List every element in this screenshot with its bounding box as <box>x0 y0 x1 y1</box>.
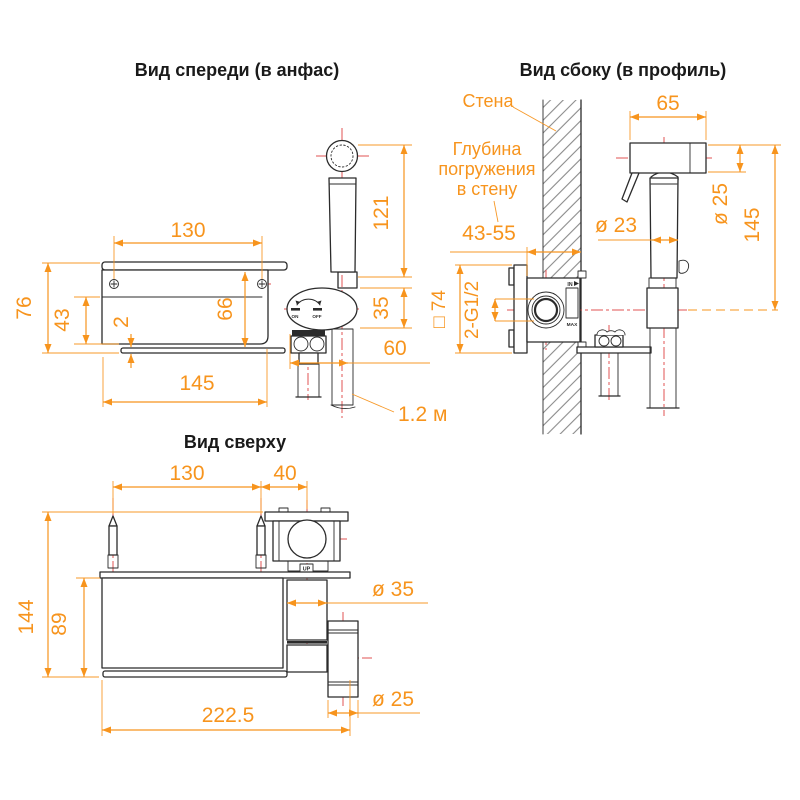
holder-hook <box>679 260 689 273</box>
wall-section <box>543 100 581 434</box>
side-view <box>429 60 781 434</box>
dim-d23: ø 23 <box>594 214 638 237</box>
hose-tail <box>331 405 355 409</box>
wall-label: Стена <box>462 91 514 111</box>
valve-on-label: ON <box>291 314 299 319</box>
dim-144: 144 <box>15 599 38 635</box>
dim-76: 76 <box>13 296 36 320</box>
dim-thread-2-g12: 2-G1/2 <box>462 280 483 340</box>
dim-65: 65 <box>656 92 680 115</box>
dim-66: 66 <box>214 297 237 321</box>
wall-plate <box>102 270 268 344</box>
marking-up: UP <box>302 566 311 573</box>
bottom-strip-top <box>103 671 287 677</box>
mounting-screw-left <box>110 280 119 289</box>
body-top <box>102 578 283 668</box>
dim-d35: ø 35 <box>371 578 415 601</box>
depth-label-line2: погружения <box>438 159 536 179</box>
sprayer-handle <box>329 178 356 272</box>
side-fixture-drawing <box>509 143 706 408</box>
trigger-lever <box>622 173 639 202</box>
wall-bracket-shelf <box>577 347 651 353</box>
marking-in: IN <box>567 282 573 288</box>
wall-plate-edge <box>100 572 350 578</box>
cover-tube-top <box>287 580 327 640</box>
marking-max: MAX <box>566 323 578 328</box>
top-view-title: Вид сверху <box>183 432 287 452</box>
dim-2: 2 <box>110 316 133 328</box>
dim-89: 89 <box>48 612 71 636</box>
dim-60: 60 <box>383 337 407 360</box>
sprayer-handle-side <box>650 178 678 278</box>
dim-square-74: □ 74 <box>429 290 450 328</box>
hose-nut-side <box>649 278 676 288</box>
dim-145-side: 145 <box>741 207 764 243</box>
mounting-screw-right <box>258 280 267 289</box>
tee-fitting <box>291 330 326 364</box>
dim-130-top: 130 <box>169 462 205 485</box>
side-view-title: Вид сбоку (в профиль) <box>519 60 727 80</box>
shower-hose-side <box>650 328 676 408</box>
anchor-pin-left <box>108 516 118 568</box>
top-view <box>15 432 428 736</box>
front-view-title: Вид спереди (в анфас) <box>134 60 340 80</box>
dim-depth-43-55: 43-55 <box>462 222 516 245</box>
dim-35: 35 <box>370 296 393 320</box>
hose-nut <box>338 272 357 288</box>
wall-plate-top-rail <box>102 262 287 270</box>
sprayer-top <box>328 621 358 697</box>
side-centerlines <box>507 137 712 416</box>
dim-40: 40 <box>273 462 297 485</box>
supply-block <box>647 288 678 328</box>
dim-d25-side: ø 25 <box>709 182 732 226</box>
dim-d25-top: ø 25 <box>371 688 415 711</box>
valve-body-top <box>287 645 327 672</box>
depth-label-line1: Глубина <box>452 139 522 159</box>
sprayer-head-side <box>630 143 706 173</box>
front-view <box>13 60 447 426</box>
dim-222-5: 222.5 <box>201 704 255 727</box>
hose-length-label: 1.2 м <box>398 403 448 426</box>
flange-plate <box>514 265 527 353</box>
dim-43: 43 <box>51 308 74 332</box>
bottom-strip <box>121 348 285 353</box>
side-dimensions <box>429 91 781 353</box>
depth-label-line3: в стену <box>456 179 518 199</box>
front-fixture-drawing <box>102 141 358 409</box>
anchor-pin-right <box>256 516 266 568</box>
dim-121: 121 <box>370 195 393 231</box>
dim-130: 130 <box>170 219 206 242</box>
valve-circle-top <box>288 520 326 558</box>
dim-145-front: 145 <box>179 372 215 395</box>
valve-off-label: OFF <box>312 314 322 319</box>
